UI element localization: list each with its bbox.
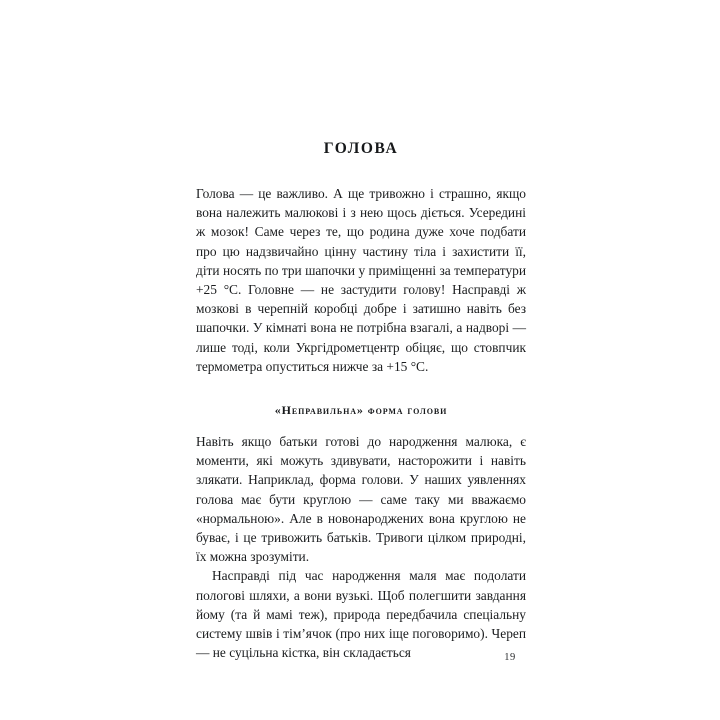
paragraph: Навіть якщо батьки готові до народження малюка, є моменти, які можуть здивувати, насторожити і навіть злякати. Наприклад, форма голови. У наших уявленнях голова має бути круглою — саме таку ми вважаємо «нормальною». Але в новонароджених вона круглою не буває, і це тривожить батьків. Тривоги цілком природні, їх можна зрозуміти. xyxy=(196,434,526,565)
page-number xyxy=(0,652,720,663)
chapter-title: ГОЛОВА xyxy=(323,140,399,157)
page-number-value: 19 xyxy=(504,652,516,663)
text-column xyxy=(196,140,526,662)
paragraph: Голова — це важливо. А ще тривожно і страшно, якщо вона належить малюкові і з нею щось діється. Усередині ж мозок! Саме через те, що родина дуже хоче подбати про цю надзвичайно цінну частину тіла і захистити її, діти носять по три шапочки у приміщенні за температури +25 °C. Головне — не застудити голову! Насправді ж мозкові в черепній коробці добре і затишно навіть без шапочки. У кімнаті вона не потрібна взагалі, а надворі — лише тоді, коли Укргідрометцентр обіцяє, що стовпчик термометра опуститься нижче за +15 °C. xyxy=(196,186,526,374)
paragraph: Насправді під час народження маля має подолати пологові шляхи, а вони вузькі. Щоб полегшити завдання йому (та й мамі теж), природа передбачила спеціальну систему швів і тім’ячок (про них іще поговоримо). Череп — не суцільна кістка, він складається xyxy=(196,568,526,661)
section-heading: «Неправильна» форма голови xyxy=(274,403,448,418)
